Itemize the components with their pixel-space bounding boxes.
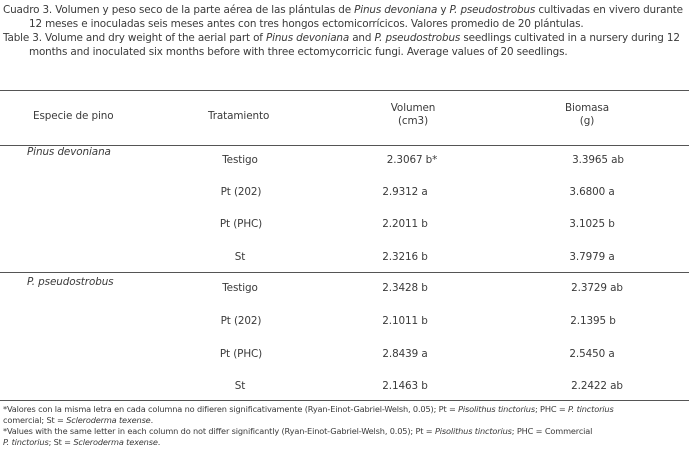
footnote-species: Scleroderma texense xyxy=(66,415,151,425)
treatment-cell: St xyxy=(234,251,246,263)
caption-text: seedlings cultivated in a nursery during 12 xyxy=(460,32,680,44)
footnote-text: . xyxy=(150,415,154,425)
volume-cell: 2.1463 b xyxy=(382,380,428,392)
caption-en-line-2: months and inoculated six months before with three ectomycorricic fungi. Average values of 20 seedlings. xyxy=(29,46,568,58)
caption-species: P. pseudostrobus xyxy=(374,32,461,44)
caption-text: y xyxy=(437,4,450,16)
caption-text: cultivadas en vivero durante xyxy=(535,4,683,16)
table-bottom-rule xyxy=(0,400,689,401)
biomass-cell: 3.3965 ab xyxy=(572,154,624,166)
treatment-cell: Pt (PHC) xyxy=(219,218,263,230)
column-header-volume-label: Volumen xyxy=(390,102,436,114)
volume-cell: 2.1011 b xyxy=(382,315,428,327)
treatment-cell: Pt (PHC) xyxy=(219,348,263,360)
table-footnotes xyxy=(3,404,689,448)
footnote-es-line-2 xyxy=(3,415,689,426)
footnote-text: ; PHC = xyxy=(534,404,569,414)
volume-cell: 2.2011 b xyxy=(382,218,428,230)
column-header-species: Especie de pino xyxy=(33,110,114,122)
table-top-rule xyxy=(0,90,689,91)
footnote-text: ; PHC = Commercial xyxy=(511,426,593,436)
footnote-species: P. tinctorius xyxy=(3,437,49,447)
volume-cell: 2.3428 b xyxy=(382,282,428,294)
column-header-biomass xyxy=(565,102,609,128)
biomass-cell: 2.3729 ab xyxy=(571,282,623,294)
biomass-cell: 2.2422 ab xyxy=(571,380,623,392)
footnote-text: comercial; St = xyxy=(3,415,67,425)
treatment-cell: Testigo xyxy=(222,154,258,166)
caption-species: P. pseudostrobus xyxy=(449,4,536,16)
footnote-es-line-1 xyxy=(3,404,689,415)
footnote-en-line-2 xyxy=(3,437,689,448)
caption-es-line-2: 12 meses e inoculadas seis meses antes con tres hongos ectomicorrícicos. Valores promedio de 20 plántulas. xyxy=(29,18,584,30)
caption-species: Pinus devoniana xyxy=(265,32,350,44)
column-header-volume-unit: (cm3) xyxy=(397,115,429,127)
footnote-text: ; St = xyxy=(48,437,74,447)
caption-es-line-1 xyxy=(3,3,687,17)
group-divider-rule xyxy=(0,272,689,273)
volume-cell: 2.3216 b xyxy=(382,251,428,263)
volume-cell: 2.9312 a xyxy=(382,186,428,198)
treatment-cell: St xyxy=(234,380,246,392)
table-caption xyxy=(3,3,687,59)
treatment-cell: Pt (202) xyxy=(220,186,262,198)
footnote-species: Pisolithus tinctorius xyxy=(434,426,512,436)
column-header-biomass-unit: (g) xyxy=(579,115,595,127)
volume-cell: 2.8439 a xyxy=(382,348,428,360)
treatment-cell: Pt (202) xyxy=(220,315,262,327)
biomass-cell: 3.1025 b xyxy=(569,218,615,230)
column-header-biomass-label: Biomasa xyxy=(565,102,609,114)
biomass-cell: 3.6800 a xyxy=(569,186,615,198)
footnote-en-line-1 xyxy=(3,426,689,437)
volume-cell: 2.3067 b* xyxy=(386,154,438,166)
biomass-cell: 2.5450 a xyxy=(569,348,615,360)
species-label: P. pseudostrobus xyxy=(27,276,114,288)
caption-text: Table 3. Volume and dry weight of the aerial part of xyxy=(3,32,266,44)
biomass-cell: 2.1395 b xyxy=(570,315,616,327)
treatment-cell: Testigo xyxy=(222,282,258,294)
species-label: Pinus devoniana xyxy=(27,146,111,158)
caption-en-line-1 xyxy=(3,31,687,45)
column-header-volume xyxy=(391,102,436,128)
caption-species: Pinus devoniana xyxy=(354,4,438,16)
caption-text: Cuadro 3. Volumen y peso seco de la parte aérea de las plántulas de xyxy=(3,4,355,16)
column-header-treatment: Tratamiento xyxy=(208,110,270,122)
footnote-species: P. tinctorius xyxy=(568,404,614,414)
biomass-cell: 3.7979 a xyxy=(569,251,615,263)
footnote-text: *Values with the same letter in each column do not differ significantly (Ryan-Einot-Gabriel-Welsh, 0.05); Pt = xyxy=(3,426,435,436)
caption-text: and xyxy=(349,32,375,44)
footnote-species: Scleroderma texense xyxy=(73,437,158,447)
footnote-text: . xyxy=(157,437,161,447)
footnote-species: Pisolithus tinctorius xyxy=(458,404,535,414)
footnote-text: *Valores con la misma letra en cada columna no difieren significativamente (Ryan-Einot-Gabriel-Welsh, 0.05); Pt = xyxy=(3,404,459,414)
